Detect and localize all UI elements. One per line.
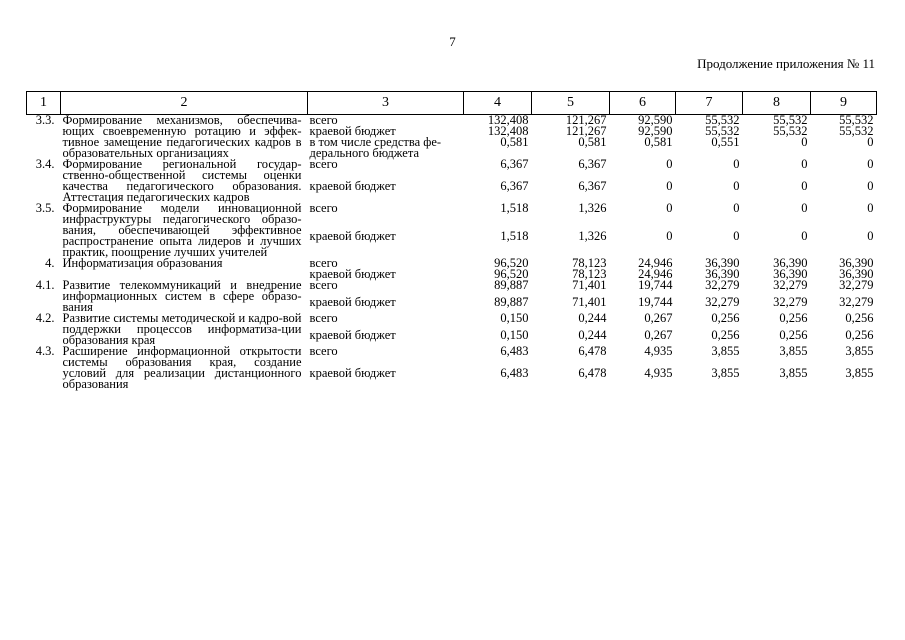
value-col-9: 32,279 — [839, 278, 874, 292]
value-col-6: 0 — [666, 228, 673, 243]
row-code: 4. — [45, 256, 55, 270]
value-col-9: 0 — [867, 179, 874, 193]
value-col-5: 78,123 — [572, 267, 607, 281]
value-col-9: 0 — [867, 228, 874, 243]
value-col-8: 0 — [801, 228, 808, 243]
value-col-6: 0,267 — [644, 311, 673, 325]
value-col-9: 0,256 — [845, 311, 874, 325]
value-col-8: 0 — [801, 157, 808, 171]
row-name: Расширение информационной открытости системы образования края, создание условий для реализации дистанционного образования — [62, 344, 302, 391]
row-code: 3.5. — [35, 201, 55, 215]
header-col-8: 8 — [743, 92, 811, 115]
budget-table — [26, 91, 877, 390]
header-col-7: 7 — [676, 92, 743, 115]
header-col-1: 1 — [27, 92, 61, 115]
value-col-4: 6,483 — [500, 344, 529, 358]
row-code: 4.2. — [35, 311, 55, 325]
value-col-7: 3,855 — [711, 366, 740, 380]
row-code: 4.1. — [35, 278, 55, 292]
value-col-6: 92,590 — [638, 113, 673, 127]
header-col-5: 5 — [532, 92, 610, 115]
value-col-8: 0,256 — [779, 311, 808, 325]
table-row — [27, 258, 877, 269]
funding-source-label: всего — [309, 278, 338, 292]
value-col-4: 89,887 — [494, 278, 529, 292]
page-number: 7 — [449, 34, 456, 49]
table-row — [27, 115, 877, 127]
value-col-6: 24,946 — [638, 256, 673, 270]
row-name: Развитие телекоммуникаций и внедрение информационных систем в сфере образо-вания — [62, 278, 302, 314]
value-col-5: 121,267 — [565, 124, 607, 138]
value-col-7: 32,279 — [705, 278, 740, 292]
value-col-9: 55,532 — [839, 124, 874, 138]
value-col-8: 0 — [801, 201, 808, 215]
value-col-7: 55,532 — [705, 113, 740, 127]
value-col-4: 6,483 — [500, 366, 529, 380]
funding-source-label: краевой бюджет — [309, 327, 396, 342]
value-col-7: 0,551 — [711, 135, 740, 149]
value-col-9: 32,279 — [839, 294, 874, 309]
row-code: 3.3. — [35, 113, 55, 127]
table-row — [27, 159, 877, 181]
value-col-7: 0 — [733, 179, 740, 193]
funding-source-label: краевой бюджет — [309, 228, 396, 243]
value-col-4: 96,520 — [494, 267, 529, 281]
value-col-8: 0 — [801, 179, 808, 193]
value-col-4: 0,150 — [500, 311, 529, 325]
value-col-6: 0,581 — [644, 135, 673, 149]
row-name: Формирование механизмов, обеспечива-ющих своевременную ротацию и эффек-тивное замещение педагогических кадров в образовательных организациях — [62, 113, 302, 160]
funding-source-label: всего — [309, 201, 338, 215]
table-header — [27, 92, 877, 115]
value-col-7: 55,532 — [705, 124, 740, 138]
value-col-8: 32,279 — [773, 294, 808, 309]
header-col-2: 2 — [61, 92, 308, 115]
value-col-4: 1,518 — [500, 201, 529, 215]
table-body — [27, 115, 877, 391]
funding-source-label: краевой бюджет — [309, 124, 396, 138]
value-col-6: 4,935 — [644, 344, 673, 358]
value-col-5: 1,326 — [578, 228, 607, 243]
value-col-8: 55,532 — [773, 113, 808, 127]
value-col-9: 0 — [867, 201, 874, 215]
value-col-9: 3,855 — [845, 344, 874, 358]
row-code: 3.4. — [35, 157, 55, 171]
value-col-4: 132,408 — [487, 124, 529, 138]
table-row — [27, 203, 877, 231]
value-col-5: 0,244 — [578, 311, 607, 325]
value-col-8: 36,390 — [773, 256, 808, 270]
row-name: Формирование региональной государ-ственно-общественной системы оценки качества педагогического образования. Аттестация педагогических кадров — [62, 157, 302, 204]
value-col-4: 0,150 — [500, 327, 529, 342]
value-col-5: 0,581 — [578, 135, 607, 149]
value-col-4: 6,367 — [500, 179, 529, 193]
header-col-6: 6 — [610, 92, 676, 115]
table-row — [27, 280, 877, 297]
value-col-4: 0,581 — [500, 135, 529, 149]
value-col-7: 3,855 — [711, 344, 740, 358]
value-col-5: 6,478 — [578, 344, 607, 358]
value-col-7: 0 — [733, 201, 740, 215]
value-col-5: 1,326 — [578, 201, 607, 215]
funding-source-label: краевой бюджет — [309, 179, 396, 193]
funding-source-label: всего — [309, 344, 338, 358]
header-col-4: 4 — [464, 92, 532, 115]
value-col-7: 36,390 — [705, 267, 740, 281]
value-col-9: 55,532 — [839, 113, 874, 127]
value-col-7: 0,256 — [711, 327, 740, 342]
value-col-5: 71,401 — [572, 294, 607, 309]
value-col-7: 36,390 — [705, 256, 740, 270]
value-col-8: 55,532 — [773, 124, 808, 138]
value-col-5: 71,401 — [572, 278, 607, 292]
funding-source-label: всего — [309, 113, 338, 127]
continuation-caption: Продолжение приложения № 11 — [697, 56, 875, 71]
value-col-5: 6,478 — [578, 366, 607, 380]
header-col-9: 9 — [811, 92, 877, 115]
row-name: Информатизация образования — [62, 256, 223, 270]
value-col-9: 36,390 — [839, 267, 874, 281]
value-col-6: 24,946 — [638, 267, 673, 281]
value-col-8: 3,855 — [779, 344, 808, 358]
value-col-9: 36,390 — [839, 256, 874, 270]
value-col-9: 0,256 — [845, 327, 874, 342]
header-row — [27, 92, 877, 115]
funding-source-label: всего — [309, 311, 338, 325]
value-col-7: 0,256 — [711, 311, 740, 325]
header-col-3: 3 — [308, 92, 464, 115]
row-name: Развитие системы методической и кадро-вой поддержки процессов информатиза-ции образования края — [62, 311, 302, 347]
funding-source-label: всего — [309, 157, 338, 171]
table-row — [27, 346, 877, 368]
value-col-6: 0 — [666, 179, 673, 193]
funding-source-label: краевой бюджет — [309, 294, 396, 309]
value-col-8: 0,256 — [779, 327, 808, 342]
value-col-6: 0 — [666, 201, 673, 215]
row-code: 4.3. — [35, 344, 55, 358]
value-col-4: 1,518 — [500, 228, 529, 243]
funding-source-label: в том числе средства фе-дерального бюджета — [309, 135, 442, 160]
value-col-6: 19,744 — [638, 278, 673, 292]
row-name: Формирование модели инновационной инфраструктуры педагогического образо-вания, обеспечивающей эффективное распространение опыта лидеров и лучших практик, поощрение лучших учителей — [62, 201, 302, 259]
funding-source-label: краевой бюджет — [309, 366, 396, 380]
value-col-5: 78,123 — [572, 256, 607, 270]
value-col-4: 96,520 — [494, 256, 529, 270]
value-col-6: 19,744 — [638, 294, 673, 309]
value-col-4: 132,408 — [487, 113, 529, 127]
value-col-6: 0 — [666, 157, 673, 171]
funding-source-label: краевой бюджет — [309, 267, 396, 281]
value-col-8: 0 — [801, 135, 808, 149]
value-col-8: 36,390 — [773, 267, 808, 281]
value-col-9: 3,855 — [845, 366, 874, 380]
value-col-7: 0 — [733, 157, 740, 171]
value-col-9: 0 — [867, 135, 874, 149]
value-col-4: 6,367 — [500, 157, 529, 171]
value-col-5: 121,267 — [565, 113, 607, 127]
value-col-9: 0 — [867, 157, 874, 171]
table-row — [27, 313, 877, 330]
value-col-6: 92,590 — [638, 124, 673, 138]
value-col-6: 0,267 — [644, 327, 673, 342]
value-col-4: 89,887 — [494, 294, 529, 309]
value-col-8: 3,855 — [779, 366, 808, 380]
value-col-8: 32,279 — [773, 278, 808, 292]
value-col-7: 0 — [733, 228, 740, 243]
funding-source-label: всего — [309, 256, 338, 270]
value-col-5: 6,367 — [578, 179, 607, 193]
value-col-6: 4,935 — [644, 366, 673, 380]
value-col-5: 6,367 — [578, 157, 607, 171]
value-col-7: 32,279 — [705, 294, 740, 309]
value-col-5: 0,244 — [578, 327, 607, 342]
